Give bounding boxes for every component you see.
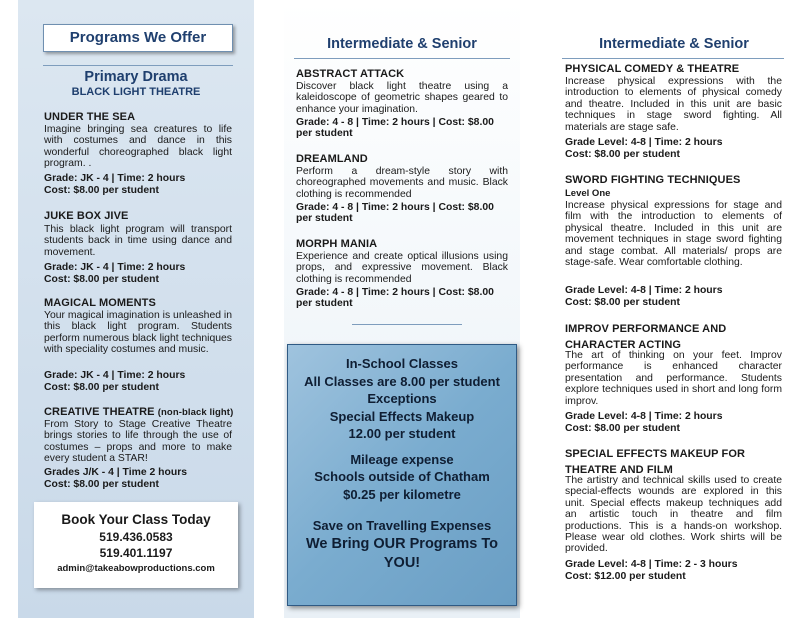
intermediate-senior-header-2: Intermediate & Senior bbox=[599, 36, 749, 52]
program-cost-under-the-sea: Cost: $8.00 per student bbox=[44, 185, 159, 196]
program-desc-juke-box-jive: This black light program will transport students back in time using dance and movement. bbox=[44, 224, 232, 258]
program-cost-creative-theatre: Cost: $8.00 per student bbox=[44, 479, 159, 490]
intermediate-senior-header-1: Intermediate & Senior bbox=[327, 36, 477, 52]
promo-we-bring: We Bring OUR Programs To bbox=[305, 535, 498, 552]
contact-email-link[interactable]: admin@takeabowproductions.com bbox=[57, 563, 215, 574]
program-meta-dreamland: Grade: 4 - 8 | Time: 2 hours | Cost: $8.00 per student bbox=[296, 202, 494, 225]
program-desc-physical-comedy: Increase physical expressions with the introduction to elements of physical comedy and theatre. Included in this unit are basic techniques in stage sword fighting. All materials are stage safe. bbox=[565, 76, 782, 133]
program-desc-dreamland: Perform a dream-style story with choreographed movements and music. Black clothing is recommended bbox=[296, 166, 508, 200]
promo-you: YOU! bbox=[383, 554, 421, 571]
program-grade-magical-moments: Grade: JK - 4 | Time: 2 hours bbox=[44, 370, 186, 381]
program-meta-morph-mania: Grade: 4 - 8 | Time: 2 hours | Cost: $8.00 per student bbox=[296, 287, 494, 310]
program-meta-abstract-attack: Grade: 4 - 8 | Time: 2 hours | Cost: $8.00 per student bbox=[296, 117, 494, 140]
divider bbox=[294, 58, 510, 59]
promo-save-travel: Save on Travelling Expenses bbox=[312, 518, 492, 533]
promo-12-per-student: 12.00 per student bbox=[348, 426, 456, 441]
creative-theatre-note: (non-black light) bbox=[157, 407, 234, 418]
program-grade-sword-fighting: Grade Level: 4-8 | Time: 2 hours bbox=[565, 285, 723, 296]
promo-in-school: In-School Classes bbox=[346, 356, 458, 371]
program-title-creative-theatre bbox=[44, 406, 233, 418]
intermediate-senior-panel-1 bbox=[284, 0, 520, 618]
program-grade-improv: Grade Level: 4-8 | Time: 2 hours bbox=[565, 411, 723, 422]
primary-programs-panel bbox=[18, 0, 254, 618]
program-cost-juke-box-jive: Cost: $8.00 per student bbox=[44, 274, 159, 285]
booking-contact-box bbox=[34, 502, 238, 588]
program-title-juke-box-jive: JUKE BOX JIVE bbox=[44, 210, 129, 222]
program-desc-under-the-sea: Imagine bringing sea creatures to life with costumes and dance in this wonderful choreographed black light program. . bbox=[44, 124, 232, 170]
program-cost-magical-moments: Cost: $8.00 per student bbox=[44, 382, 159, 393]
programs-we-offer-label: Programs We Offer bbox=[43, 24, 233, 52]
program-desc-improv: The art of thinking on your feet. Improv performance is enhanced character presentation and performance. Students explore techniques used in short and long form improv. bbox=[565, 350, 782, 407]
program-desc-magical-moments: Your magical imagination is unleashed in this black light program. Students perform numerous black light techniques with speciality costumes and music. bbox=[44, 310, 232, 356]
black-light-subtitle: BLACK LIGHT THEATRE bbox=[71, 86, 201, 98]
divider bbox=[352, 324, 462, 325]
program-title-improv: IMPROV PERFORMANCE AND CHARACTER ACTING bbox=[565, 323, 727, 351]
program-title-under-the-sea: UNDER THE SEA bbox=[44, 111, 136, 123]
program-desc-abstract-attack: Discover black light theatre using a kaleidoscope of geometric shapes geared to enhance your imagination. bbox=[296, 81, 508, 115]
divider bbox=[562, 58, 784, 59]
divider bbox=[43, 65, 233, 66]
program-desc-special-effects: The artistry and technical skills used to create special-effects wounds are explored in this unit. Special effects makeup techniques add an artistic touch in theatre and film productions. This is a hands-on workshop. Please wear old clothes. Work shirts will be provided. bbox=[565, 475, 782, 555]
book-class-heading: Book Your Class Today bbox=[61, 512, 211, 527]
intermediate-senior-panel-2 bbox=[556, 0, 792, 618]
pricing-promo-box bbox=[287, 344, 517, 606]
promo-exceptions: Exceptions bbox=[367, 391, 437, 406]
program-title-physical-comedy: PHYSICAL COMEDY & THEATRE bbox=[565, 63, 740, 75]
program-grade-special-effects: Grade Level: 4-8 | Time: 2 - 3 hours bbox=[565, 559, 738, 570]
program-title-dreamland: DREAMLAND bbox=[296, 153, 368, 165]
promo-per-kilometre: $0.25 per kilometre bbox=[343, 486, 461, 502]
program-title-abstract-attack: ABSTRACT ATTACK bbox=[296, 68, 405, 80]
program-grade-physical-comedy: Grade Level: 4-8 | Time: 2 hours bbox=[565, 137, 723, 148]
program-level-sword-fighting: Level One bbox=[565, 188, 611, 199]
program-title-morph-mania: MORPH MANIA bbox=[296, 238, 378, 250]
creative-theatre-title: CREATIVE THEATRE bbox=[44, 406, 155, 418]
promo-outside-chatham: Schools outside of Chatham bbox=[314, 469, 490, 484]
promo-special-effects: Special Effects Makeup bbox=[329, 408, 475, 424]
program-title-sword-fighting: SWORD FIGHTING TECHNIQUES bbox=[565, 174, 741, 186]
program-title-magical-moments: MAGICAL MOMENTS bbox=[44, 297, 156, 309]
program-cost-special-effects: Cost: $12.00 per student bbox=[565, 571, 686, 582]
phone-number-2[interactable]: 519.401.1197 bbox=[99, 546, 173, 560]
program-grade-creative-theatre: Grades J/K - 4 | Time 2 hours bbox=[44, 467, 188, 478]
promo-mileage: Mileage expense bbox=[350, 451, 454, 467]
phone-number-1[interactable]: 519.436.0583 bbox=[99, 530, 173, 544]
program-cost-improv: Cost: $8.00 per student bbox=[565, 423, 680, 434]
program-desc-creative-theatre: From Story to Stage Creative Theatre brings stories to life through the use of costumes – props and more to make every student a STAR! bbox=[44, 419, 232, 465]
primary-drama-title: Primary Drama bbox=[84, 69, 188, 85]
program-title-special-effects: SPECIAL EFFECTS MAKEUP FOR THEATRE AND FILM bbox=[565, 448, 746, 476]
program-grade-juke-box-jive: Grade: JK - 4 | Time: 2 hours bbox=[44, 262, 186, 273]
program-cost-physical-comedy: Cost: $8.00 per student bbox=[565, 149, 680, 160]
program-desc-sword-fighting: Increase physical expressions for stage and film with the introduction to elements of physical theatre. Included in this unit are movement techniques in stage sword fighting and stage combat. All materials/ props are stage-safe. Wear comfortable clothing. bbox=[565, 200, 782, 269]
promo-all-classes: All Classes are 8.00 per student bbox=[304, 373, 500, 389]
program-desc-morph-mania: Experience and create optical illusions using props, and expressive movement. Black clothing is recommended bbox=[296, 251, 508, 285]
program-grade-under-the-sea: Grade: JK - 4 | Time: 2 hours bbox=[44, 173, 186, 184]
program-cost-sword-fighting: Cost: $8.00 per student bbox=[565, 297, 680, 308]
